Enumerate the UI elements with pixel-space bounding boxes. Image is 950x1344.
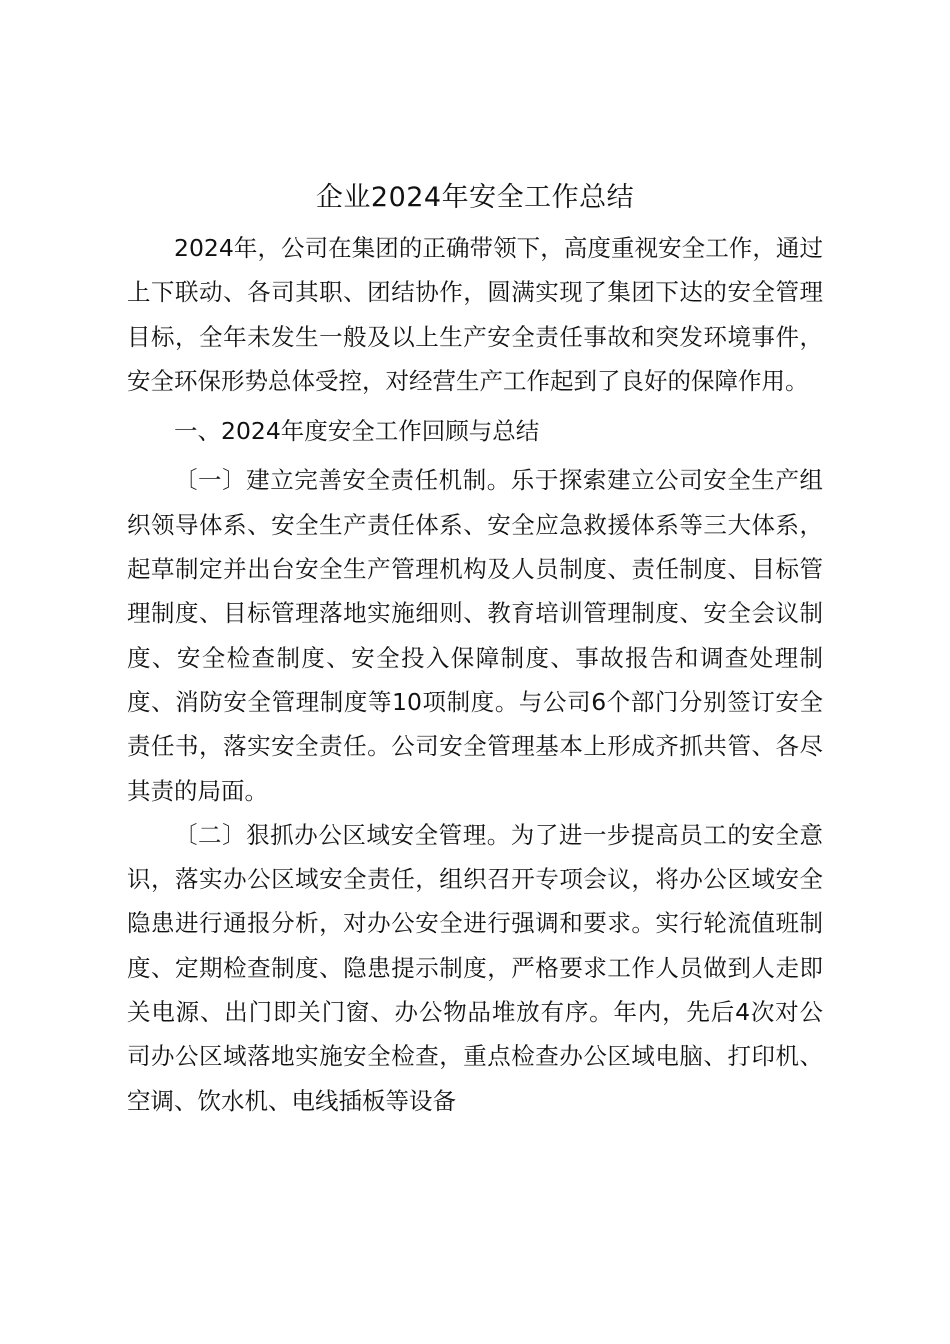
section-heading: 一、2024年度安全工作回顾与总结 — [174, 417, 540, 446]
subsection-paragraph-1: 〔一〕建立完善安全责任机制。乐于探索建立公司安全生产组织领导体系、安全生产责任体系、安全应急救援体系等三大体系，起草制定并出台安全生产管理机构及人员制度、责任制度、目标管理制度、目标管理落地实施细则、教育培训管理制度、安全会议制度、安全检查制度、安全投入保障制度、事故报告和调查处理制度、消防安全管理制度等10项制度。与公司6个部门分别签订安全责任书，落实安全责任。公司安全管理基本上形成齐抓共管、各尽其责的局面。 — [127, 466, 823, 805]
document-body — [127, 226, 823, 1123]
intro-paragraph: 2024年，公司在集团的正确带领下，高度重视安全工作，通过上下联动、各司其职、团结协作，圆满实现了集团下达的安全管理目标，全年未发生一般及以上生产安全责任事故和突发环境事件，安全环保形势总体受控，对经营生产工作起到了良好的保障作用。 — [127, 234, 823, 395]
subsection-paragraph-2: 〔二〕狠抓办公区域安全管理。为了进一步提高员工的安全意识，落实办公区域安全责任，组织召开专项会议，将办公区域安全隐患进行通报分析，对办公安全进行强调和要求。实行轮流值班制度、定期检查制度、隐患提示制度，严格要求工作人员做到人走即关电源、出门即关门窗、办公物品堆放有序。年内，先后4次对公司办公区域落地实施安全检查，重点检查办公区域电脑、打印机、空调、饮水机、电线插板等设备 — [127, 820, 823, 1115]
document-title: 企业2024年安全工作总结 — [315, 182, 635, 213]
